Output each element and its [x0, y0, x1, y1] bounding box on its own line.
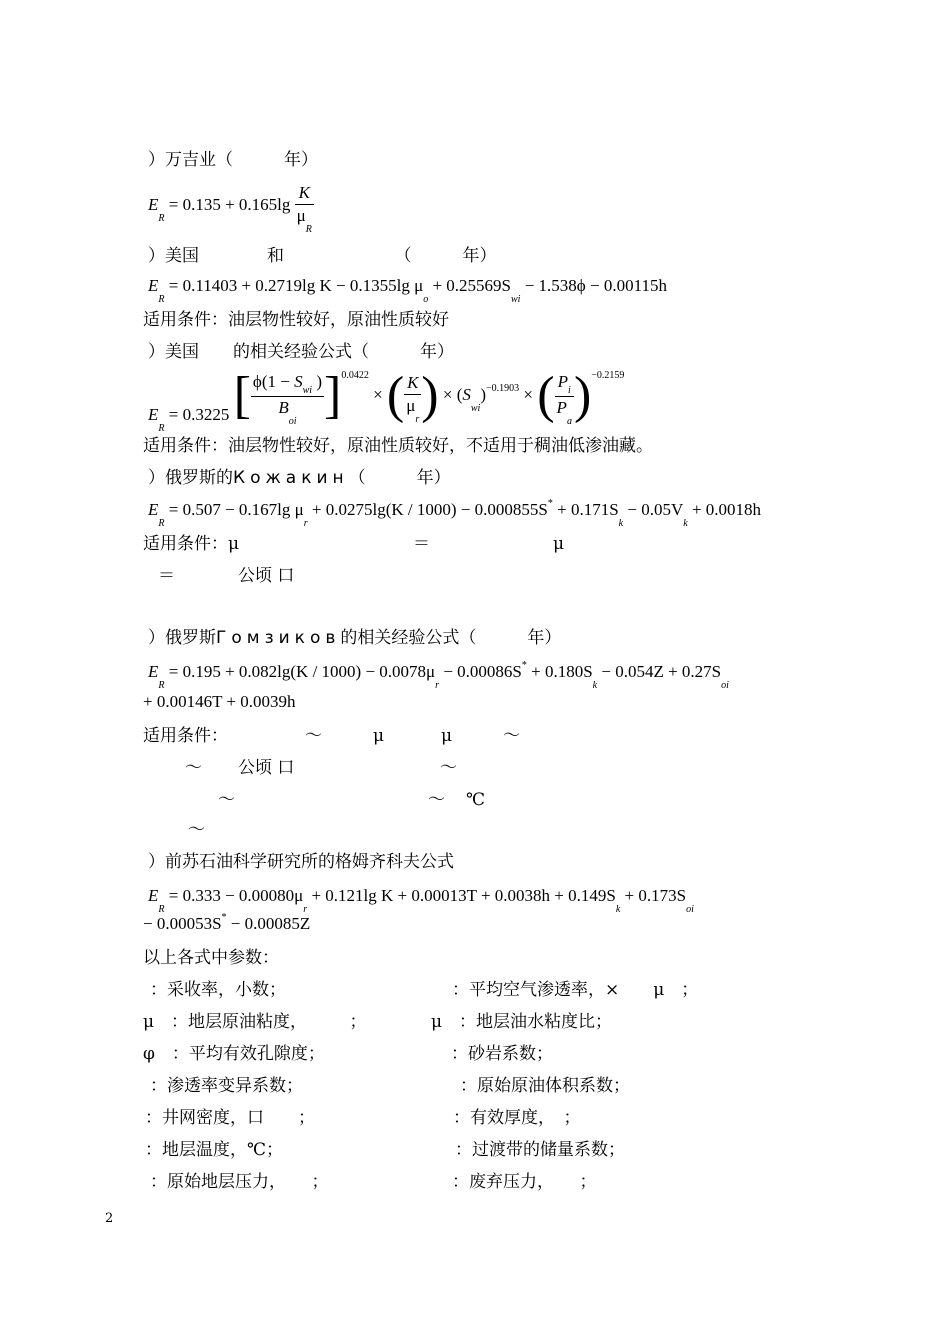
s5-condition-1: 适用条件： ～ μ μ ～ [143, 726, 520, 746]
formula-5: $E_R = 0.195 + 0.082\lg(K / 1000) - 0.0078\mu_r - 0.00086S^* + 0.180S_k - 0.054Z + 0.27S_{oi}$ [148, 660, 729, 691]
page-number: 2 [105, 1211, 114, 1226]
s3-heading: ）美国 的相关经验公式（ 年） [148, 342, 454, 362]
params-heading: 以上各式中参数： [143, 948, 279, 968]
s4-heading: ）俄罗斯的Кожакин（ 年） [148, 468, 451, 488]
formula-2: $E_R = 0.11403 + 0.2719\lg$ K − 0.1355lg $\mu_o + 0.25569S_{wi} - 1.538\phi - 0.00115h$ [148, 276, 667, 305]
param-row: ：采收率，小数； ：平均空气渗透率，× μ ； [150, 980, 699, 1000]
param-row: μ ：地层原油粘度， ； μ ：地层油水粘度比； [143, 1012, 613, 1032]
formula-4: $E_R = 0.507 - 0.167\lg$ $\mu_r + 0.0275\lg(K / 1000) - 0.000855S^* + 0.171S_k - 0.05V_k + 0.0018h$ [148, 498, 762, 529]
s6-heading: ）前苏石油科学研究所的格姆齐科夫公式 [148, 852, 454, 872]
s5-condition-4: ～ [188, 820, 205, 840]
param-row: ：井网密度，口 ； ：有效厚度， ； [145, 1108, 581, 1128]
s1-heading: ）万吉业（ 年） [148, 150, 318, 170]
param-row: ：地层温度，℃； ：过渡带的储量系数； [145, 1140, 625, 1160]
formula-5-line2: + 0.00146T + 0.0039h [143, 692, 296, 711]
param-row: ：渗透率变异系数； ：原始原油体积系数； [150, 1076, 630, 1096]
s2-heading: ）美国 和 （ 年） [148, 246, 497, 266]
formula-6-line2: − 0.00053S* − 0.00085Z [143, 912, 311, 933]
s4-condition: 适用条件：μ ＝ μ [143, 534, 565, 554]
param-row: φ ：平均有效孔隙度； ：砂岩系数； [143, 1044, 553, 1064]
s2-condition: 适用条件：油层物性较好，原油性质较好 [143, 310, 449, 330]
s5-condition-2: ～ 公顷 口 ～ [185, 758, 457, 778]
s4-condition-2: ＝ 公顷 口 [158, 566, 295, 586]
formula-6: $E_R = 0.333 - 0.00080\mu_r + 0.121\lg$ $K + 0.00013T + 0.0038h + 0.149S_k + 0.173S_{oi}$ [148, 886, 694, 915]
s3-condition: 适用条件：油层物性较好，原油性质较好，不适用于稠油低渗油藏。 [143, 436, 653, 456]
formula-3: $E_R = 0.3225$ [ $\frac{\phi(1 - S_{wi} )}{B_{oi}}$ ]$^{0.0422}$ × ( $\frac{K}{\mu_r}$ ) × $(S_{wi})^{-0.1903}$ × ( $\frac{P_i}{P_a}$ )$^{-0.2159}$ [148, 367, 625, 434]
s5-condition-3: ～ ～ ℃ [218, 790, 486, 810]
param-row: ：原始地层压力， ； ：废弃压力， ； [150, 1172, 597, 1192]
formula-1: $E_R = 0.135 + 0.165\lg$ $\frac{K}{\mu_R}$ [148, 183, 312, 235]
s5-heading: ）俄罗斯Гомзиков的相关经验公式（ 年） [148, 628, 562, 648]
